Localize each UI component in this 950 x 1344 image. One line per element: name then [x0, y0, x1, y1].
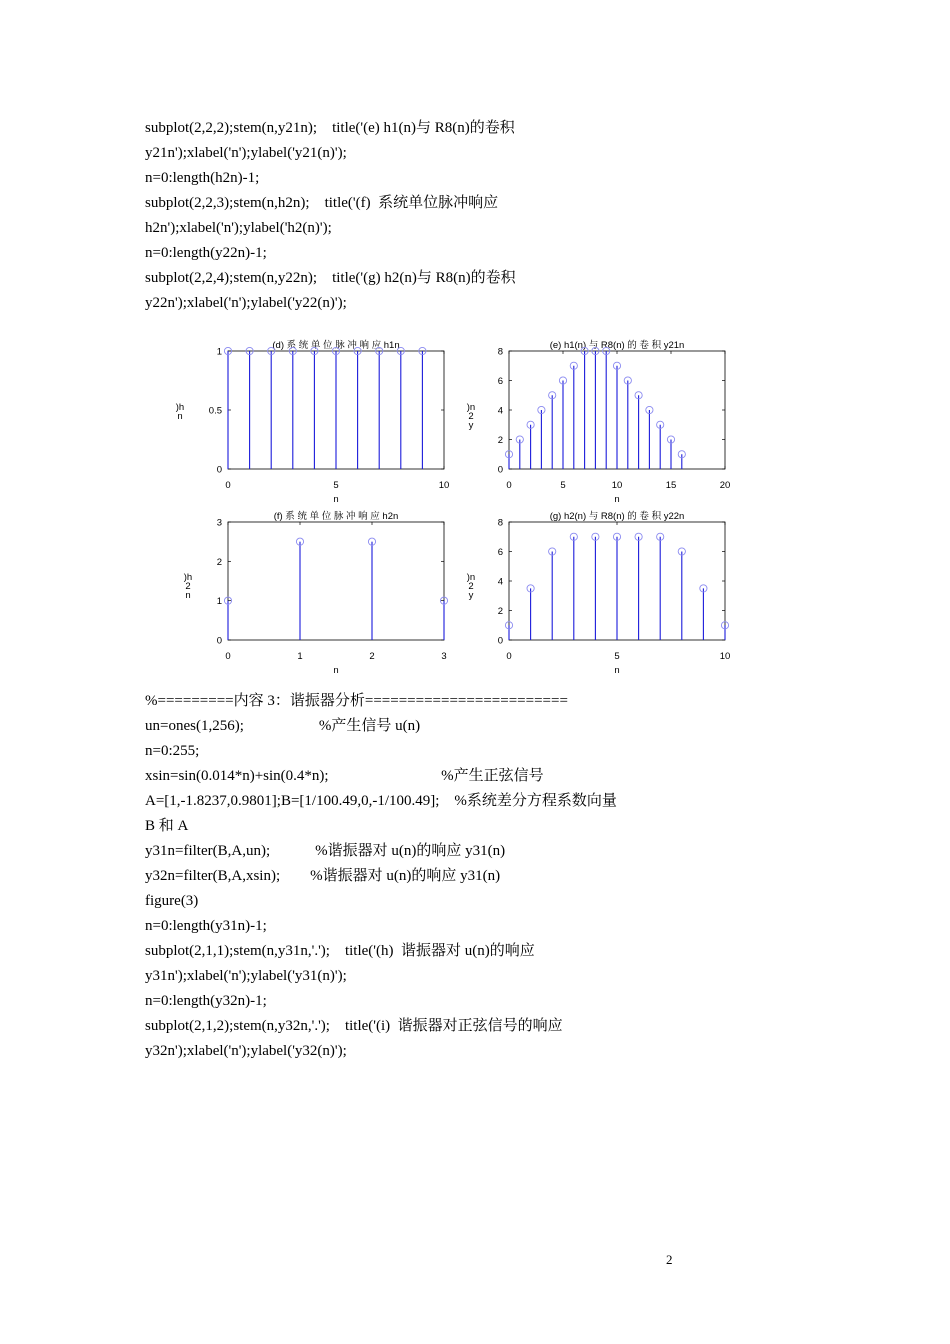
code-line: subplot(2,2,2);stem(n,y21n); title('(e) h1(n)与 R8(n)的卷积: [145, 120, 515, 136]
x-axis-label: n: [614, 665, 620, 676]
code-line: n=0:length(y22n)-1;: [145, 245, 267, 261]
plot-title: (f) 系 统 单 位 脉 冲 响 应 h2n: [273, 511, 399, 522]
x-tick-label: 5: [333, 480, 339, 491]
code-line: n=0:length(y31n)-1;: [145, 918, 267, 934]
code-line: xsin=sin(0.014*n)+sin(0.4*n); %产生正弦信号: [145, 768, 544, 784]
code-line: y22n');xlabel('n');ylabel('y22(n)');: [145, 295, 347, 311]
code-line: n=0:255;: [145, 743, 200, 759]
code-line: %=========内容 3：谐振器分析========================: [145, 693, 568, 709]
y-tick-label: 6: [497, 376, 503, 387]
y-tick-label: 0: [216, 464, 222, 476]
plot-frame: [228, 522, 444, 640]
x-tick-label: 3: [441, 651, 447, 662]
code-line: subplot(2,2,4);stem(n,y22n); title('(g) h2(n)与 R8(n)的卷积: [145, 270, 516, 286]
code-line: n=0:length(h2n)-1;: [145, 170, 260, 186]
plot-title: (e) h1(n) 与 R8(n) 的 卷 积 y21n: [549, 340, 685, 351]
y-tick-label: 0.5: [208, 405, 222, 417]
x-tick-label: 0: [225, 480, 231, 491]
page-number: 2: [666, 1252, 673, 1267]
x-tick-label: 20: [719, 480, 731, 491]
x-tick-label: 10: [438, 480, 450, 491]
code-line: B 和 A: [145, 818, 189, 834]
y-axis-label-glyphs: )n 2 y: [466, 402, 476, 431]
y-tick-label: 1: [216, 346, 222, 358]
x-axis-label: n: [614, 494, 620, 505]
y-tick-label: 4: [497, 405, 503, 417]
x-tick-label: 0: [225, 651, 231, 662]
x-tick-label: 5: [560, 480, 566, 491]
code-line: y31n=filter(B,A,un); %谐振器对 u(n)的响应 y31(n): [145, 843, 506, 859]
x-tick-label: 0: [506, 651, 512, 662]
y-tick-label: 4: [497, 576, 503, 588]
y-tick-label: 8: [497, 517, 503, 529]
code-line: figure(3): [145, 893, 199, 909]
y-tick-label: 0: [216, 635, 222, 647]
x-tick-label: 15: [665, 480, 677, 491]
x-tick-label: 1: [297, 651, 303, 662]
y-axis-label-glyphs: )h n: [175, 402, 185, 422]
code-line: h2n');xlabel('n');ylabel('h2(n)');: [145, 220, 332, 236]
code-line: y21n');xlabel('n');ylabel('y21(n)');: [145, 145, 347, 161]
x-tick-label: 10: [611, 480, 623, 491]
y-axis-label-glyphs: )n 2 y: [466, 572, 476, 601]
code-line: subplot(2,1,1);stem(n,y31n,'.'); title('(h) 谐振器对 u(n)的响应: [145, 943, 535, 959]
x-tick-label: 0: [506, 480, 512, 491]
y-tick-label: 1: [216, 596, 222, 608]
y-tick-label: 8: [497, 346, 503, 358]
code-line: A=[1,-1.8237,0.9801];B=[1/100.49,0,-1/100.49]; %系统差分方程系数向量: [145, 793, 617, 809]
code-line: un=ones(1,256); %产生信号 u(n): [145, 718, 421, 734]
y-tick-label: 2: [497, 435, 503, 446]
code-line: n=0:length(y32n)-1;: [145, 993, 267, 1009]
y-tick-label: 2: [497, 606, 503, 617]
x-axis-label: n: [333, 665, 339, 676]
x-tick-label: 2: [369, 651, 375, 662]
y-tick-label: 0: [497, 464, 503, 476]
code-line: y31n');xlabel('n');ylabel('y31(n)');: [145, 968, 347, 984]
y-tick-label: 3: [216, 517, 222, 529]
code-line: y32n=filter(B,A,xsin); %谐振器对 u(n)的响应 y31(n): [145, 868, 501, 884]
x-tick-label: 5: [614, 651, 620, 662]
x-tick-label: 10: [719, 651, 731, 662]
code-line: subplot(2,2,3);stem(n,h2n); title('(f) 系统单位脉冲响应: [145, 195, 499, 211]
y-tick-label: 0: [497, 635, 503, 647]
code-line: y32n');xlabel('n');ylabel('y32(n)');: [145, 1043, 347, 1059]
plot-title: (d) 系 统 单 位 脉 冲 响 应 h1n: [272, 340, 400, 351]
y-axis-label-glyphs: )h 2 n: [183, 572, 193, 601]
code-line: subplot(2,1,2);stem(n,y32n,'.'); title('(i) 谐振器对正弦信号的响应: [145, 1018, 563, 1034]
x-axis-label: n: [333, 494, 339, 505]
y-tick-label: 2: [216, 556, 222, 568]
plot-title: (g) h2(n) 与 R8(n) 的 卷 积 y22n: [549, 511, 685, 522]
y-tick-label: 6: [497, 547, 503, 558]
